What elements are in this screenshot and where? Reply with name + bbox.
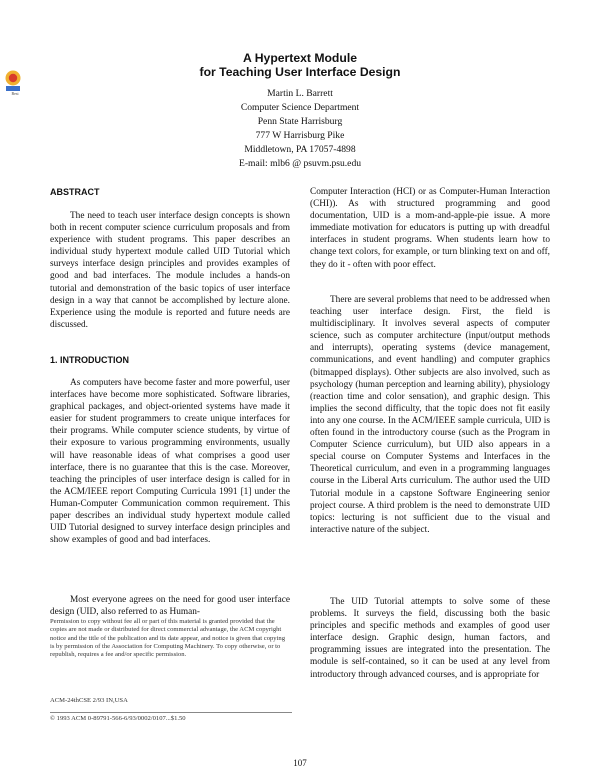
paper-title-line-1: A Hypertext Module — [243, 51, 357, 65]
right-column-paragraph-2: There are several problems that need to be addressed when teaching user interface design. First, the field is multidisciplinary. It involves several aspects of computer science, such as computer architecture (input/output methods and interrupts), operating systems (device management, communications, and event handling) and computer graphics (bitmapped displays). Other subjects are also involved, such as psychology (human perception and learning ability), physiology (reaction time and color sensation), and graphic design. This implies the second difficulty, that the topic does not fit easily into any one course. In the ACM/IEEE sample curricula, UID is often found in the introductory course (such as the Program in Computer Science curriculum), but UID also appears in a special course on Computer Systems and Interfaces in the Theoretical curriculum, and even in a programming languages course in the Liberal Arts curriculum. The author used the UID Tutorial module in a capstone Software Engineering senior project course. A third problem is the need to demonstrate UID topics: lecturing is not sufficient due to the visual and interactive nature of the subject. — [310, 295, 550, 535]
author-city: Middletown, PA 17057-4898 — [244, 144, 356, 155]
copyright-notice: Permission to copy without fee all or part of this material is granted provided that the copies are not made or distributed for direct commercial advantage, the ACM copyright notice and the title of the publication and its date appear, and notice is given that copying is by permission of the Association for Computing Machinery. To copy otherwise, or to republish, requires a fee and/or specific permission. — [50, 618, 286, 659]
conference-line: ACM-24thCSE 2/93 IN,USA — [50, 697, 128, 704]
author-affiliation: Computer Science Department — [240, 102, 360, 113]
footnote-divider — [50, 712, 292, 713]
right-column-paragraph-3: The UID Tutorial attempts to solve some of these problems. It surveys the field, discussing both the basic principles and specific methods and examples of good user interface design. Graphic design, human factors, and programming issues are integrated into the presentation. The module is self-contained, so it can be used at any level from introductory through advanced courses, and is appropriate for — [310, 597, 550, 680]
author-institution: Penn State Harrisburg — [257, 116, 343, 127]
introduction-paragraph-2: Most everyone agrees on the need for good user interface design (UID, also referred to as Human- — [50, 595, 290, 618]
right-column-paragraph-1: Computer Interaction (HCI) or as Computer-Human Interaction (CHI)). As with structured programming and good documentation, UID is a mom-and-apple-pie issue. A more immediate motivation for educators is putting up with dreadful interfaces in student programs. When students learn how to change text colors, for example, or turn blinking text on and off, they do it - often with poor effect. — [310, 187, 550, 270]
abstract-heading: ABSTRACT — [50, 187, 100, 197]
copyright-line: © 1993 ACM 0-89791-566-6/93/0002/0107...$1.50 — [50, 715, 186, 722]
page-number: 107 — [293, 758, 307, 768]
logo-caption: Best — [11, 91, 19, 96]
author-street: 777 W Harrisburg Pike — [255, 130, 345, 141]
introduction-paragraph-1: As computers have become faster and more powerful, user interfaces have become more sophisticated. Software libraries, graphical packages, and object-oriented systems have made it easier for student programmers to create unique interfaces for their programs. While computer science students, by virtue of their exposure to various programming environments, usually will have reasonable ideas of what comprises a good user interface, there is no guarantee that this is the case. Moreover, teaching the principles of user interface design is called for in the ACM/IEEE report Computing Curricula 1991 [1] under the Human-Computer Communication common requirement. This paper describes an individual study hypertext module called UID Tutorial designed to survey interface design principles and show examples of good and bad interfaces. — [50, 378, 290, 546]
author-email: E-mail: mlb6 @ psuvm.psu.edu — [238, 158, 362, 169]
paper-title-line-2: for Teaching User Interface Design — [199, 65, 401, 79]
author-name: Martin L. Barrett — [267, 88, 333, 99]
introduction-heading: 1. INTRODUCTION — [50, 355, 130, 365]
abstract-text: The need to teach user interface design concepts is shown both in recent computer science curriculum proposals and from experience with student programs. This paper describes an individual study hypertext module called UID Tutorial which surveys interface design principles and provides examples of good and bad interfaces. The module includes a hands-on tutorial and demonstration of the basic topics of user interface design in a way that cannot be accomplished by lecture alone. Experience using the module is reported and future needs are discussed. — [50, 211, 290, 330]
